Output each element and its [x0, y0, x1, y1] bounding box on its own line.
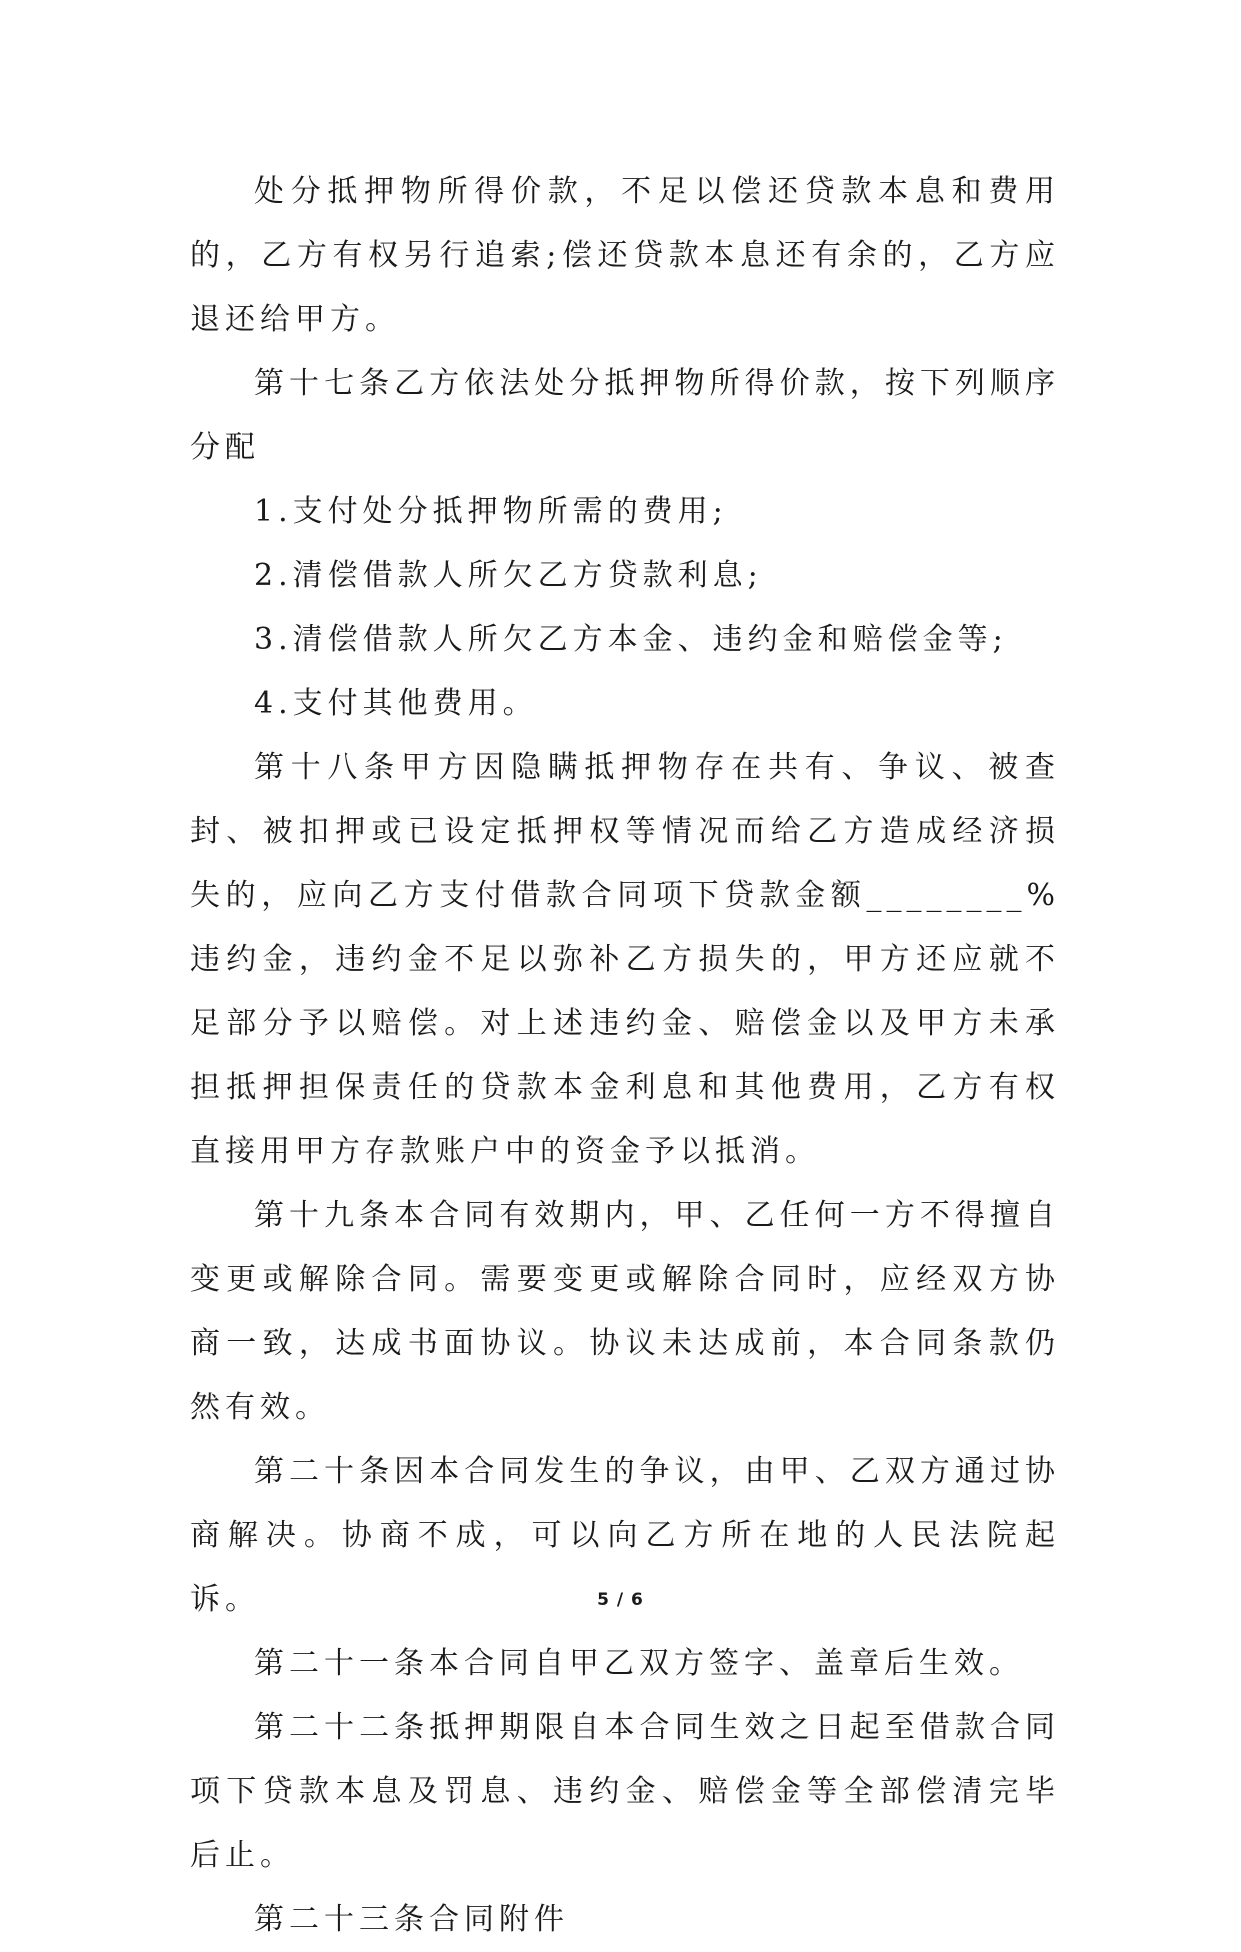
- paragraph-article-21: 第二十一条本合同自甲乙双方签字、盖章后生效。: [254, 1646, 1024, 1681]
- paragraph-remaining-proceeds: 处分抵押物所得价款，不足以偿还贷款本息和费用的，乙方有权另行追索;偿还贷款本息还有余的，乙方应退还给甲方。: [190, 174, 1060, 337]
- paragraph-article-22: 第二十二条抵押期限自本合同生效之日起至借款合同项下贷款本息及罚息、违约金、赔偿金等全部偿清完毕后止。: [190, 1710, 1060, 1873]
- page-number: 5 / 6: [597, 1590, 644, 1610]
- paragraph-article-18: 第十八条甲方因隐瞒抵押物存在共有、争议、被查封、被扣押或已设定抵押权等情况而给乙方造成经济损失的，应向乙方支付借款合同项下贷款金额________%违约金，违约金不足以弥补乙方损失的，甲方还应就不足部分予以赔偿。对上述违约金、赔偿金以及甲方未承担抵押担保责任的贷款本金利息和其他费用，乙方有权直接用甲方存款账户中的资金予以抵消。: [190, 750, 1060, 1169]
- list-item-4: 4.支付其他费用。: [254, 686, 538, 721]
- list-item-3: 3.清偿借款人所欠乙方本金、违约金和赔偿金等;: [254, 622, 1008, 657]
- paragraph-article-23: 第二十三条合同附件: [254, 1902, 569, 1937]
- document-body: [190, 160, 1060, 1952]
- paragraph-article-20: 第二十条因本合同发生的争议，由甲、乙双方通过协商解决。协商不成，可以向乙方所在地的人民法院起诉。: [190, 1454, 1060, 1617]
- list-item-2: 2.清偿借款人所欠乙方贷款利息;: [254, 558, 763, 593]
- paragraph-article-17: 第十七条乙方依法处分抵押物所得价款，按下列顺序分配: [190, 366, 1060, 465]
- paragraph-article-19: 第十九条本合同有效期内，甲、乙任何一方不得擅自变更或解除合同。需要变更或解除合同时，应经双方协商一致，达成书面协议。协议未达成前，本合同条款仍然有效。: [190, 1198, 1060, 1425]
- list-item-1: 1.支付处分抵押物所需的费用;: [254, 494, 728, 529]
